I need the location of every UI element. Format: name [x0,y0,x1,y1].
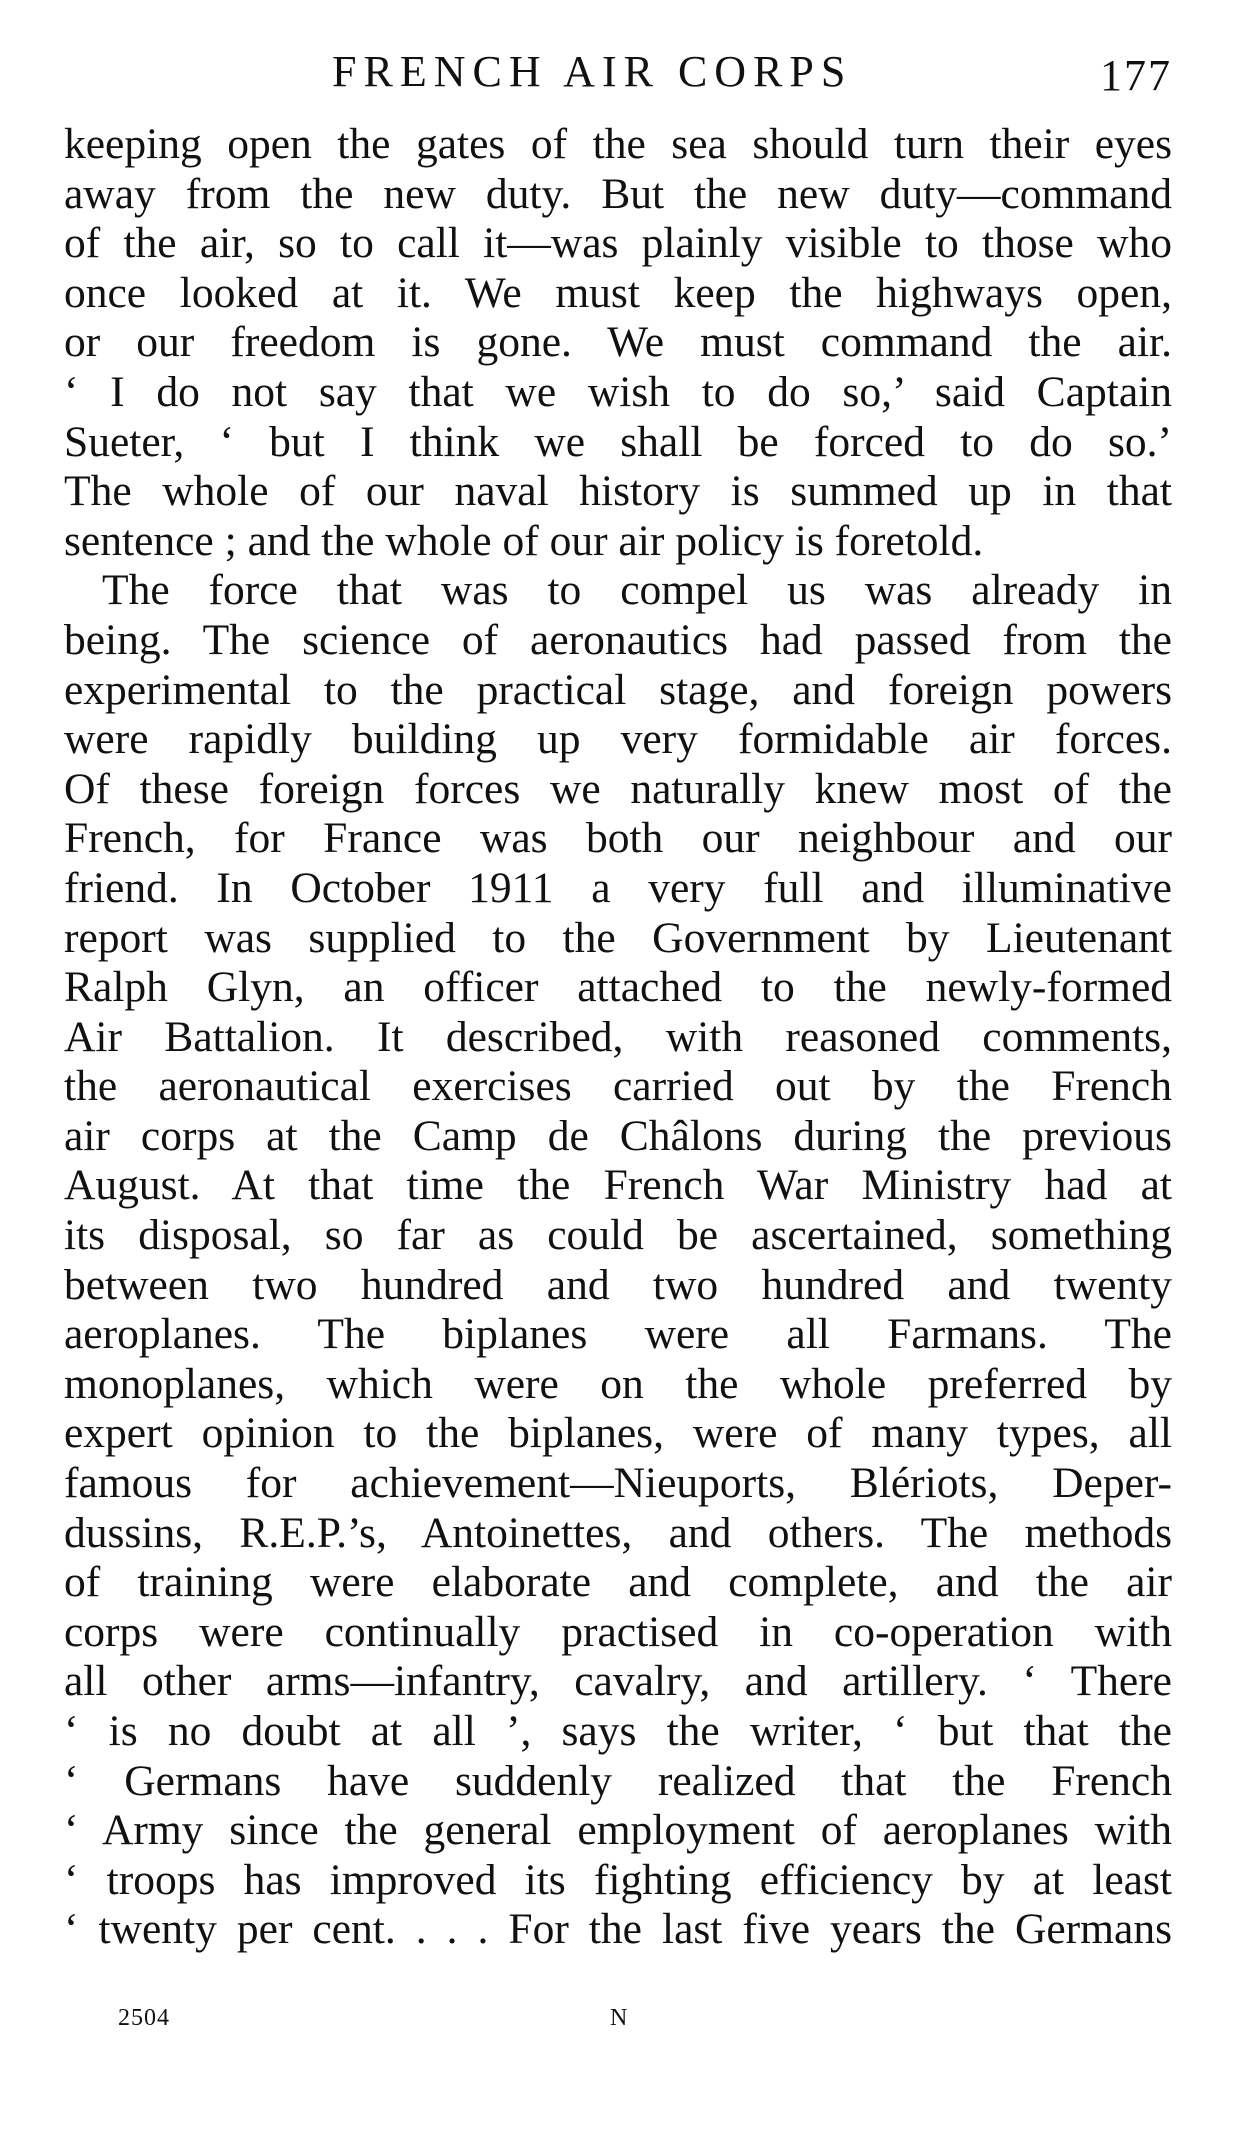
text-line: of training were elaborate and complete, and the air [64,1558,1172,1607]
text-line: famous for achievement—Nieuports, Blériots, Deper- [64,1459,1172,1508]
text-line: ‘ Germans have suddenly realized that the French [64,1756,1172,1805]
text-line: ‘ is no doubt at all ’, says the writer, ‘ but that the [64,1707,1172,1755]
text-line: experimental to the practical stage, and foreign powers [64,665,1172,714]
text-line: Air Battalion. It described, with reasoned comments, [64,1012,1172,1061]
text-line: report was supplied to the Government by Lieutenant [64,913,1172,962]
text-line: French, for France was both our neighbour and our [64,814,1172,863]
body-text [64,120,1172,1955]
sheet-letter: N [610,2005,629,2031]
text-line: or our freedom is gone. We must command the air. [64,318,1172,367]
text-line: ‘ I do not say that we wish to do so,’ said Captain [64,367,1172,416]
text-line: monoplanes, which were on the whole preferred by [64,1359,1172,1408]
page-number: 177 [1100,51,1172,100]
text-line: expert opinion to the biplanes, were of many types, all [64,1409,1172,1458]
text-line: aeroplanes. The biplanes were all Farmans. The [64,1310,1172,1359]
page-footer [0,2005,1243,2045]
text-line: of the air, so to call it—was plainly visible to those who [64,219,1172,268]
paragraph-first-line: The force that was to compel us was already in [102,566,1172,615]
text-line: the aeronautical exercises carried out by the French [64,1062,1172,1111]
text-line: sentence ; and the whole of our air policy is foretold. [64,516,984,565]
text-line: all other arms—infantry, cavalry, and artillery. ‘ There [64,1657,1172,1706]
text-line: once looked at it. We must keep the highways open, [64,268,1172,317]
text-line: its disposal, so far as could be ascertained, something [64,1211,1172,1260]
text-line: away from the new duty. But the new duty—command [64,169,1172,218]
text-line: being. The science of aeronautics had passed from the [64,615,1172,664]
text-line: keeping open the gates of the sea should turn their eyes [64,120,1172,168]
text-line: ‘ twenty per cent. . . . For the last five years the Germans [64,1905,1172,1954]
text-line: air corps at the Camp de Châlons during the previous [64,1111,1172,1160]
text-line: Sueter, ‘ but I think we shall be forced to do so.’ [64,417,1172,466]
text-line: The whole of our naval history is summed up in that [64,467,1172,516]
text-line: Of these foreign forces we naturally knew most of the [64,764,1172,813]
text-line: ‘ Army since the general employment of aeroplanes with [64,1806,1172,1855]
text-line: were rapidly building up very formidable air forces. [64,715,1172,764]
text-line: corps were continually practised in co-operation with [64,1607,1172,1656]
text-line: friend. In October 1911 a very full and illuminative [64,863,1172,912]
text-line: between two hundred and two hundred and twenty [64,1260,1172,1309]
text-line: August. At that time the French War Ministry had at [64,1161,1172,1210]
text-line: Ralph Glyn, an officer attached to the newly-formed [64,963,1172,1012]
running-title: FRENCH AIR CORPS [332,47,853,96]
text-line: ‘ troops has improved its fighting efficiency by at least [64,1855,1172,1904]
running-head [64,40,1172,104]
text-line: dussins, R.E.P.’s, Antoinettes, and others. The methods [64,1508,1172,1557]
printer-signature: 2504 [118,2005,170,2031]
